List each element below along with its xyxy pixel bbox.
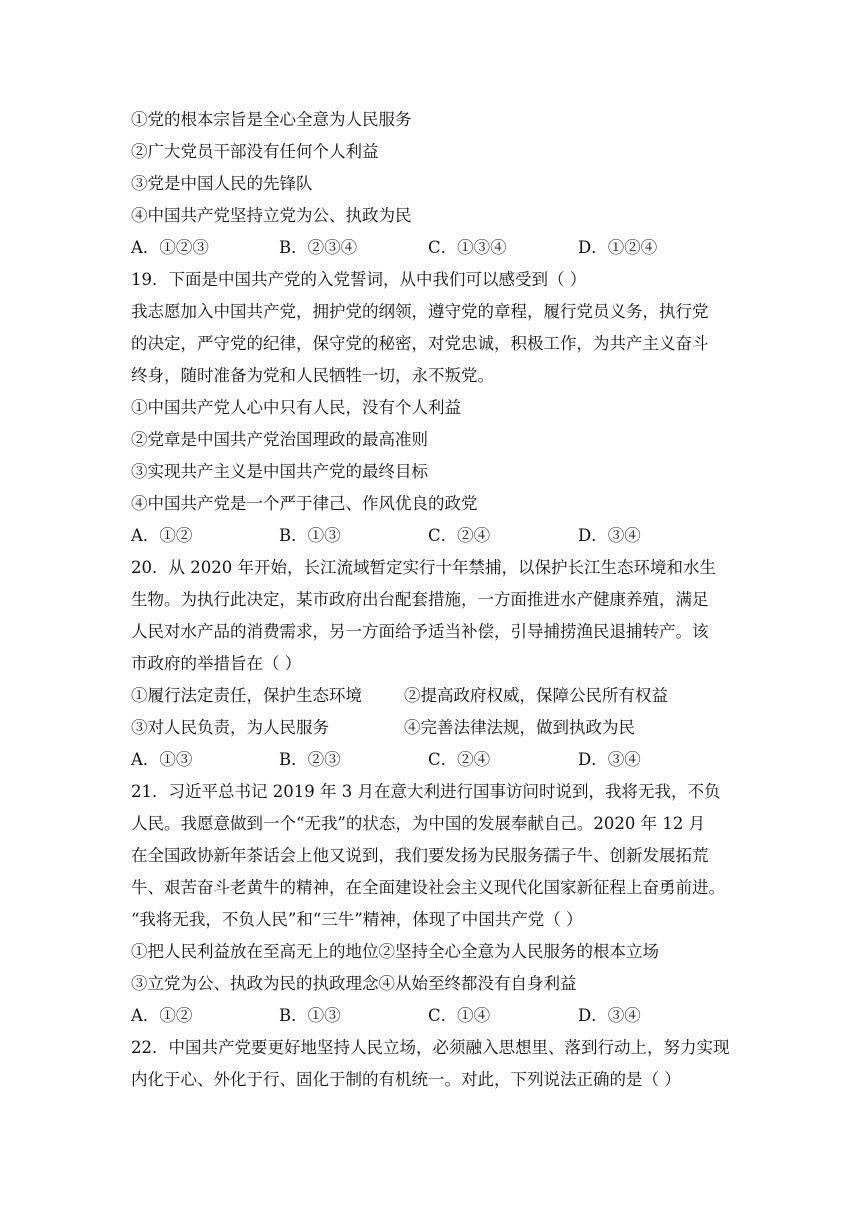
q21-option-d: D．③④ [578, 1006, 641, 1025]
q20-option-b: B．②③ [279, 750, 341, 769]
q20-statement-4: ④完善法律法规，做到执政为民 [404, 718, 635, 737]
q20-stem-line-3: 人民对水产品的消费需求，另一方面给予适当补偿，引导捕捞渔民退捕转产。该 [131, 622, 709, 641]
q18-option-d: D．①②④ [578, 238, 658, 257]
q19-statement-3: ③实现共产主义是中国共产党的最终目标 [131, 462, 428, 481]
q19-statement-1: ①中国共产党人心中只有人民，没有个人利益 [131, 398, 461, 417]
q20-option-d: D．③④ [578, 750, 641, 769]
q18-statement-1: ①党的根本宗旨是全心全意为人民服务 [131, 110, 412, 129]
q20-statement-2: ②提高政府权威，保障公民所有权益 [404, 686, 668, 705]
q20-stem-line-2: 生物。为执行此决定，某市政府出台配套措施，一方面推进水产健康养殖，满足 [131, 590, 709, 609]
q21-stem-line-3: 在全国政协新年茶话会上他又说到，我们要发扬为民服务孺子牛、创新发展拓荒 [131, 846, 709, 865]
q18-option-c: C．①③④ [428, 238, 507, 257]
q22-stem-line-1: 22．中国共产党要更好地坚持人民立场，必须融入思想里、落到行动上，努力实现 [131, 1038, 730, 1057]
q19-statement-2: ②党章是中国共产党治国理政的最高准则 [131, 430, 428, 449]
q18-statement-2: ②广大党员干部没有任何个人利益 [131, 142, 379, 161]
q21-statements-3-4: ③立党为公、执政为民的执政理念④从始至终都没有自身利益 [131, 974, 577, 993]
q18-option-b: B．②③④ [279, 238, 358, 257]
q19-oath-line-1: 我志愿加入中国共产党，拥护党的纲领，遵守党的章程，履行党员义务，执行党 [131, 302, 709, 321]
q19-stem: 19．下面是中国共产党的入党誓词，从中我们可以感受到（ ） [131, 270, 587, 289]
q21-option-b: B．①③ [279, 1006, 341, 1025]
q21-stem-line-2: 人民。我愿意做到一个“无我”的状态，为中国的发展奉献自己。2020 年 12 月 [131, 814, 706, 833]
q19-oath-line-2: 的决定，严守党的纪律，保守党的秘密，对党忠诚，积极工作，为共产主义奋斗 [131, 334, 709, 353]
q18-option-a: A．①②③ [131, 238, 209, 257]
q22-stem-line-2: 内化于心、外化于行、固化于制的有机统一。对此，下列说法正确的是（ ） [131, 1070, 681, 1089]
q21-option-a: A．①② [131, 1006, 193, 1025]
q21-option-c: C．①④ [428, 1006, 491, 1025]
q21-stem-line-5: “我将无我，不负人民”和“三牛”精神，体现了中国共产党（ ） [131, 910, 583, 929]
q18-statement-4: ④中国共产党坚持立党为公、执政为民 [131, 206, 412, 225]
q18-statement-3: ③党是中国人民的先锋队 [131, 174, 313, 193]
q19-option-b: B．①③ [279, 526, 341, 545]
q19-option-d: D．③④ [578, 526, 641, 545]
q20-stem-line-1: 20．从 2020 年开始，长江流域暂定实行十年禁捕，以保护长江生态环境和水生 [131, 558, 716, 577]
q19-option-a: A．①② [131, 526, 193, 545]
q19-oath-line-3: 终身，随时准备为党和人民牺牲一切，永不叛党。 [131, 366, 494, 385]
q20-option-a: A．①③ [131, 750, 193, 769]
q19-option-c: C．②④ [428, 526, 491, 545]
q21-stem-line-1: 21．习近平总书记 2019 年 3 月在意大利进行国事访问时说到，我将无我，不负 [131, 782, 721, 801]
q20-option-c: C．②④ [428, 750, 491, 769]
q20-statement-3: ③对人民负责，为人民服务 [131, 718, 329, 737]
q19-statement-4: ④中国共产党是一个严于律己、作风优良的政党 [131, 494, 478, 513]
q21-statements-1-2: ①把人民利益放在至高无上的地位②坚持全心全意为人民服务的根本立场 [131, 942, 659, 961]
q20-statement-1: ①履行法定责任，保护生态环境 [131, 686, 362, 705]
q21-stem-line-4: 牛、艰苦奋斗老黄牛的精神，在全面建设社会主义现代化国家新征程上奋勇前进。 [131, 878, 725, 897]
q20-stem-line-4: 市政府的举措旨在（ ） [131, 654, 302, 673]
